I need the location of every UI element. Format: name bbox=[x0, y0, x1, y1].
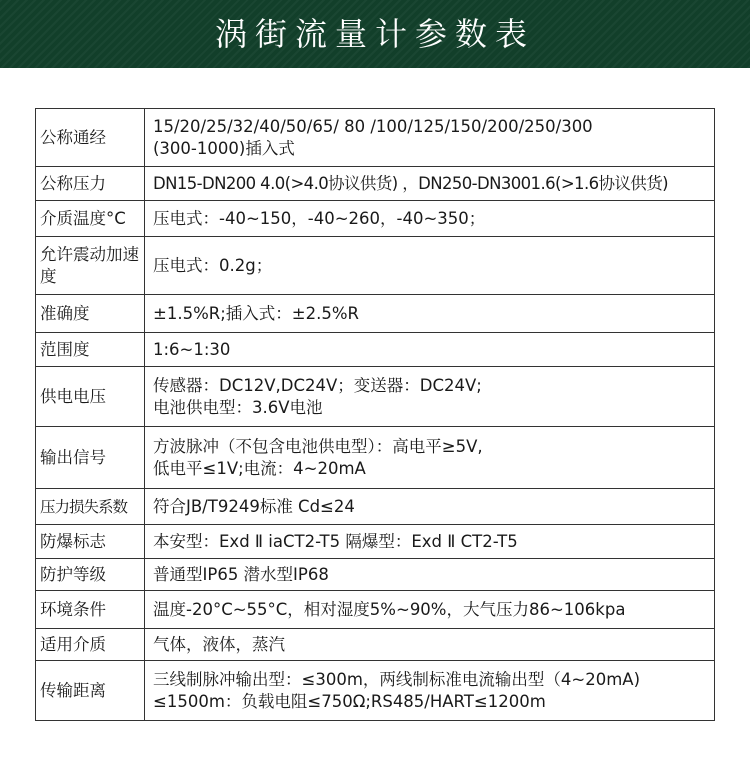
row-value bbox=[145, 295, 715, 333]
row-value bbox=[145, 489, 715, 525]
table-row bbox=[36, 427, 715, 489]
table-row bbox=[36, 201, 715, 237]
value-line: ≤1500m：负载电阻≤750Ω;RS485/HART≤1200m bbox=[153, 691, 546, 711]
table-row bbox=[36, 333, 715, 367]
value-line: 压电式：-40~150，-40~260，-40~350； bbox=[153, 208, 486, 228]
row-value bbox=[145, 559, 715, 591]
table-row bbox=[36, 237, 715, 295]
row-label: 压力损失系数 bbox=[36, 489, 145, 525]
row-value bbox=[145, 629, 715, 661]
row-label: 防护等级 bbox=[36, 559, 145, 591]
value-line: 15/20/25/32/40/50/65/ 80 /100/125/150/200/250/300 bbox=[153, 116, 593, 136]
table-row bbox=[36, 167, 715, 201]
table-row bbox=[36, 629, 715, 661]
row-label: 传输距离 bbox=[36, 661, 145, 721]
row-value bbox=[145, 661, 715, 721]
row-label: 公称通经 bbox=[36, 109, 145, 167]
table-row bbox=[36, 591, 715, 629]
row-value bbox=[145, 591, 715, 629]
table-row bbox=[36, 489, 715, 525]
row-label: 输出信号 bbox=[36, 427, 145, 489]
value-line: 低电平≤1V;电流：4~20mA bbox=[153, 458, 366, 478]
value-line: 气体，液体，蒸汽 bbox=[153, 634, 285, 654]
row-value bbox=[145, 333, 715, 367]
value-line: 方波脉冲（不包含电池供电型）：高电平≥5V, bbox=[153, 436, 483, 456]
table-row bbox=[36, 559, 715, 591]
row-label: 环境条件 bbox=[36, 591, 145, 629]
value-line: 本安型：Exd Ⅱ iaCT2-T5 隔爆型：Exd Ⅱ CT2-T5 bbox=[153, 531, 518, 551]
value-line: 压电式：0.2g； bbox=[153, 255, 273, 275]
value-line: 传感器：DC12V,DC24V；变送器：DC24V; bbox=[153, 375, 482, 395]
spec-table bbox=[35, 108, 715, 721]
row-value bbox=[145, 167, 715, 201]
value-line: (300-1000)插入式 bbox=[153, 138, 295, 158]
row-label: 范围度 bbox=[36, 333, 145, 367]
table-row bbox=[36, 109, 715, 167]
table-row bbox=[36, 525, 715, 559]
row-label: 适用介质 bbox=[36, 629, 145, 661]
row-value bbox=[145, 237, 715, 295]
table-row bbox=[36, 661, 715, 721]
row-value bbox=[145, 367, 715, 427]
row-value bbox=[145, 525, 715, 559]
title-banner bbox=[0, 0, 750, 68]
table-row bbox=[36, 295, 715, 333]
value-line: DN15-DN200 4.0(>4.0协议供货) ，DN250-DN3001.6(>1.6协议供货) bbox=[153, 173, 668, 193]
value-line: 温度-20°C~55°C，相对湿度5%~90%，大气压力86~106kpa bbox=[153, 599, 626, 619]
value-line: 符合JB/T9249标准 Cd≤24 bbox=[153, 496, 355, 516]
row-value bbox=[145, 109, 715, 167]
value-line: ±1.5%R;插入式：±2.5%R bbox=[153, 303, 359, 323]
row-value bbox=[145, 201, 715, 237]
value-line: 三线制脉冲输出型：≤300m，两线制标准电流输出型（4~20mA) bbox=[153, 669, 641, 689]
value-line: 普通型IP65 潜水型IP68 bbox=[153, 564, 329, 584]
value-line: 电池供电型：3.6V电池 bbox=[153, 397, 323, 417]
row-label: 供电电压 bbox=[36, 367, 145, 427]
row-label: 防爆标志 bbox=[36, 525, 145, 559]
value-line: 1:6~1:30 bbox=[153, 339, 231, 359]
row-value bbox=[145, 427, 715, 489]
row-label: 允许震动加速度 bbox=[36, 237, 145, 295]
row-label: 公称压力 bbox=[36, 167, 145, 201]
row-label: 介质温度°C bbox=[36, 201, 145, 237]
page-title: 涡街流量计参数表 bbox=[214, 15, 535, 53]
table-row bbox=[36, 367, 715, 427]
row-label: 准确度 bbox=[36, 295, 145, 333]
